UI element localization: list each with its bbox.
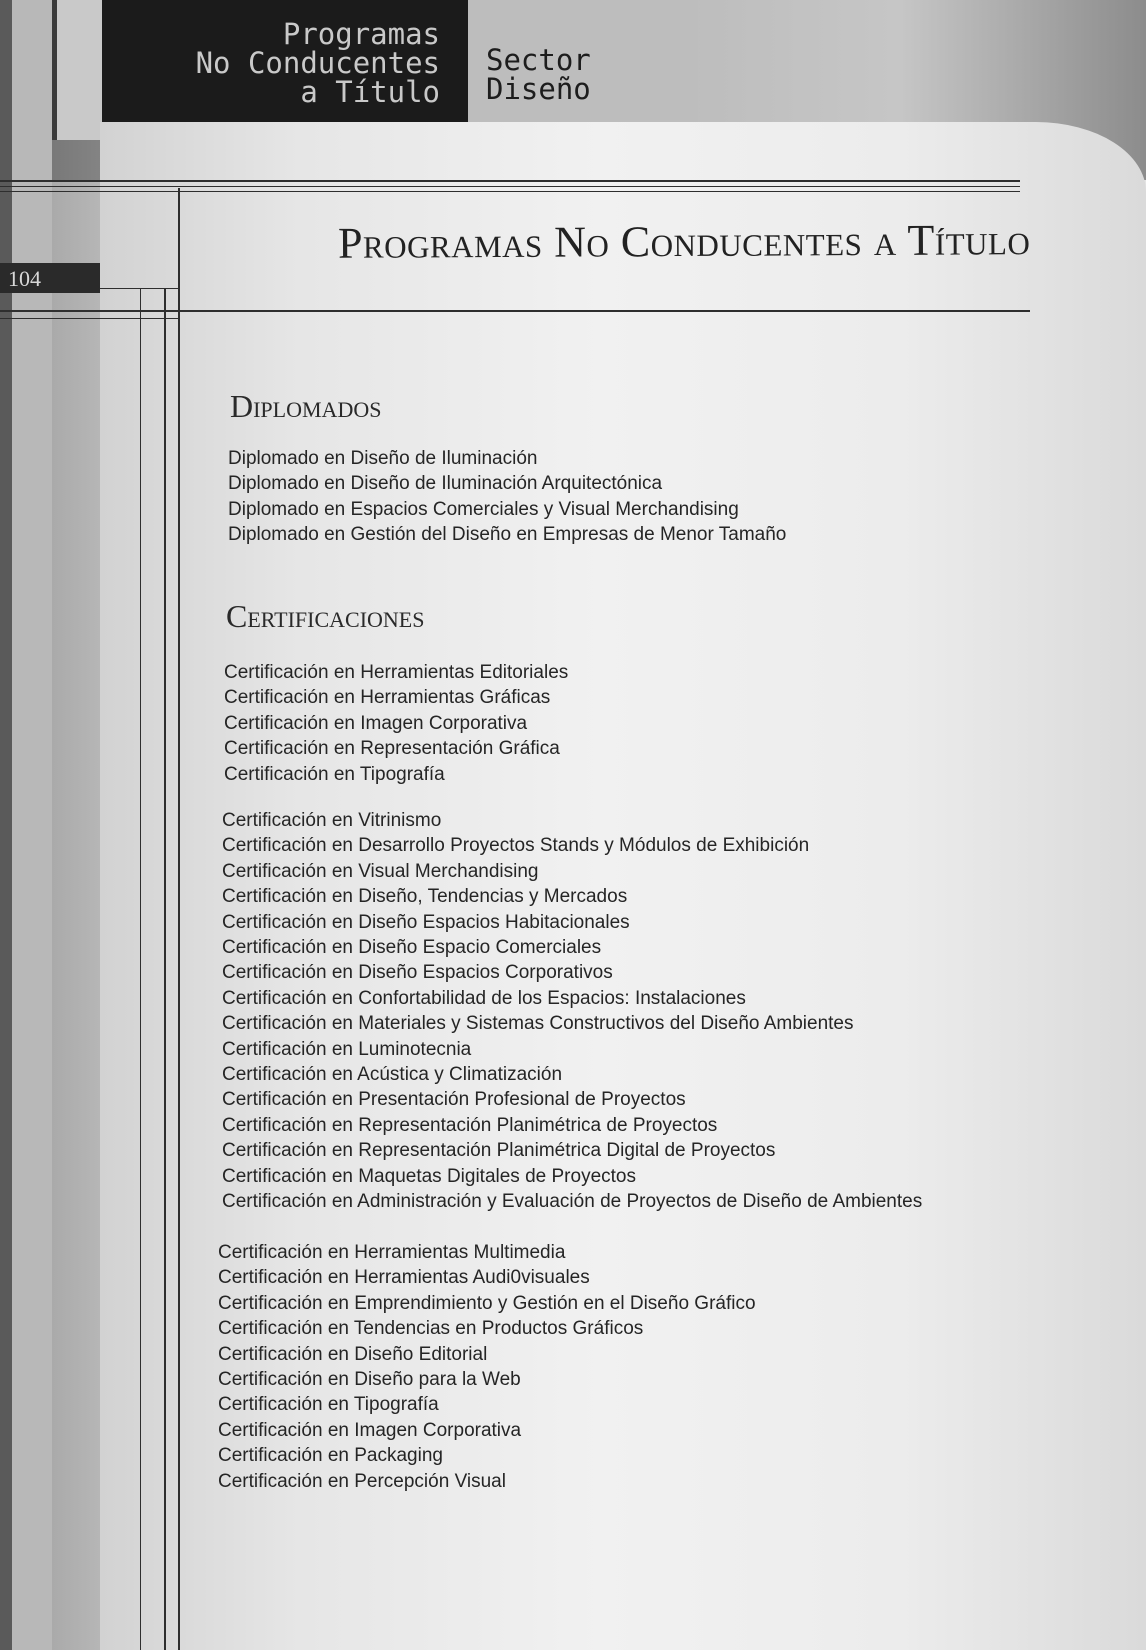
rule-line bbox=[0, 186, 1020, 187]
list-item: Certificación en Tipografía bbox=[224, 763, 445, 785]
section-heading-certificaciones: Certificaciones bbox=[226, 598, 425, 634]
list-item: Certificación en Confortabilidad de los Espacios: Instalaciones bbox=[222, 987, 746, 1009]
section-heading-diplomados: Diplomados bbox=[230, 388, 382, 424]
list-item: Certificación en Imagen Corporativa bbox=[224, 712, 528, 734]
decorative-stripe bbox=[57, 0, 102, 140]
list-item: Certificación en Materiales y Sistemas Constructivos del Diseño Ambientes bbox=[222, 1013, 854, 1035]
list-item: Certificación en Representación Gráfica bbox=[224, 738, 560, 760]
rule-line bbox=[0, 310, 1030, 312]
list-item: Certificación en Diseño, Tendencias y Mercados bbox=[222, 886, 628, 908]
list-item: Certificación en Visual Merchandising bbox=[222, 860, 539, 882]
rule-line bbox=[0, 191, 1020, 192]
series-header-block bbox=[102, 0, 468, 128]
sector-header-line: Sector bbox=[486, 43, 591, 77]
list-item: Diplomado en Diseño de Iluminación bbox=[228, 448, 538, 469]
page-title: Programas No Conducentes a Título bbox=[337, 215, 1031, 268]
list-item: Certificación en Tipografía bbox=[218, 1394, 439, 1416]
rule-line bbox=[140, 288, 141, 1650]
certificaciones-list-group-3 bbox=[218, 1240, 756, 1494]
list-item: Certificación en Representación Planimétrica Digital de Proyectos bbox=[222, 1140, 776, 1162]
decorative-stripe bbox=[0, 0, 12, 1650]
list-item: Diplomado en Diseño de Iluminación Arquitectónica bbox=[228, 473, 663, 495]
certificaciones-list-group-1 bbox=[224, 660, 568, 787]
rule-line bbox=[0, 318, 178, 319]
list-item: Certificación en Diseño Espacio Comerciales bbox=[222, 937, 602, 959]
sector-header-block bbox=[468, 0, 698, 128]
list-item: Certificación en Diseño Espacios Corporativos bbox=[222, 962, 613, 984]
list-item: Diplomado en Gestión del Diseño en Empresas de Menor Tamaño bbox=[228, 524, 787, 546]
page-number: 104 bbox=[8, 266, 41, 291]
series-header-line: No Conducentes bbox=[195, 46, 440, 80]
rule-line bbox=[178, 188, 180, 1650]
series-header-line: a Título bbox=[300, 75, 440, 109]
list-item: Certificación en Packaging bbox=[218, 1445, 443, 1467]
list-item: Certificación en Herramientas Audi0visuales bbox=[218, 1267, 590, 1289]
list-item: Certificación en Emprendimiento y Gestión en el Diseño Gráfico bbox=[218, 1292, 756, 1314]
certificaciones-list-group-2 bbox=[222, 808, 922, 1215]
list-item: Certificación en Presentación Profesional de Proyectos bbox=[222, 1089, 686, 1111]
series-header-line: Programas bbox=[282, 17, 440, 51]
list-item: Certificación en Percepción Visual bbox=[218, 1470, 506, 1492]
list-item: Certificación en Luminotecnia bbox=[222, 1038, 472, 1060]
list-item: Certificación en Maquetas Digitales de Proyectos bbox=[222, 1165, 636, 1187]
list-item: Certificación en Representación Planimétrica de Proyectos bbox=[222, 1114, 718, 1136]
decorative-stripe bbox=[12, 0, 52, 1650]
list-item: Diplomado en Espacios Comerciales y Visual Merchandising bbox=[228, 498, 739, 520]
list-item: Certificación en Tendencias en Productos Gráficos bbox=[218, 1318, 644, 1340]
list-item: Certificación en Imagen Corporativa bbox=[218, 1419, 522, 1441]
list-item: Certificación en Herramientas Editoriales bbox=[224, 662, 569, 683]
page-number-tab bbox=[0, 263, 100, 293]
sector-header-line: Diseño bbox=[486, 72, 591, 106]
list-item: Certificación en Herramientas Gráficas bbox=[224, 687, 551, 709]
list-item: Certificación en Diseño Editorial bbox=[218, 1343, 488, 1365]
list-item: Certificación en Acústica y Climatización bbox=[222, 1064, 563, 1086]
list-item: Certificación en Administración y Evaluación de Proyectos de Diseño de Ambientes bbox=[222, 1191, 923, 1213]
list-item: Certificación en Desarrollo Proyectos Stands y Módulos de Exhibición bbox=[222, 835, 810, 857]
list-item: Certificación en Diseño Espacios Habitacionales bbox=[222, 911, 630, 933]
list-item: Certificación en Diseño para la Web bbox=[218, 1369, 521, 1391]
list-item: Certificación en Herramientas Multimedia bbox=[218, 1242, 566, 1263]
rule-line bbox=[164, 288, 166, 1650]
diplomados-list bbox=[228, 446, 786, 548]
list-item: Certificación en Vitrinismo bbox=[222, 810, 442, 831]
rule-line bbox=[0, 180, 1020, 182]
